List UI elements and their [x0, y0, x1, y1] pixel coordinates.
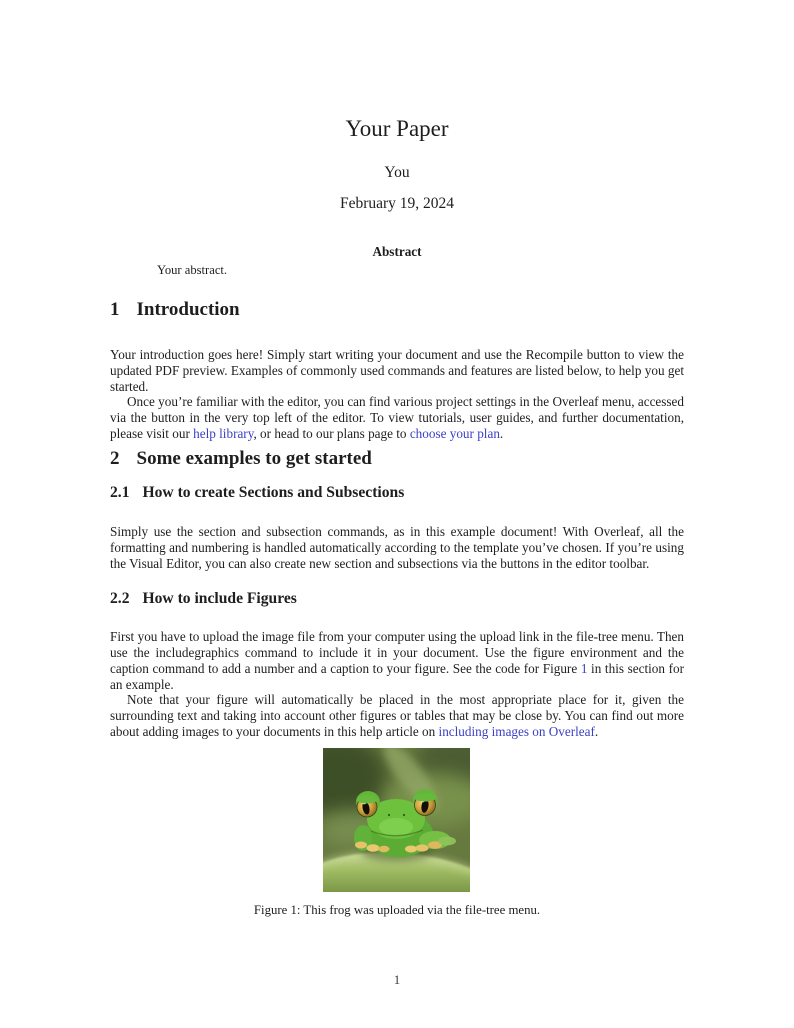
- subsection-2-1-title: How to create Sections and Subsections: [142, 484, 405, 501]
- section-1-title: Introduction: [136, 299, 240, 320]
- paper-title: Your Paper: [345, 116, 449, 141]
- subsection-2-2-number: 2.2: [110, 590, 130, 607]
- intro-p2-text-pre: Once you’re familiar with the editor, you can find various project settings in the Overleaf menu, accessed via the button in the very top left of the editor. To view tutorials, user guides, and further documentation, please visit our: [110, 394, 684, 441]
- sections-paragraph: Simply use the section and subsection commands, as in this example document! With Overleaf, all the formatting and numbering is handled automatically according to the template you’ve chosen. If you’re using the Visual Editor, you can also create new section and subsections via the buttons in the editor toolbar.: [110, 524, 684, 571]
- abstract-text: Your abstract.: [157, 263, 228, 277]
- subsection-2-1-heading: [110, 484, 684, 502]
- subsection-2-2-title: How to include Figures: [142, 590, 297, 607]
- intro-paragraph-2: [110, 394, 684, 441]
- section-2-heading: [110, 448, 684, 470]
- figure-1: [323, 748, 470, 892]
- figure-1-caption: Figure 1: This frog was uploaded via the file-tree menu.: [253, 903, 541, 917]
- frog-photo: [323, 748, 470, 892]
- subsection-2-2-heading: [110, 590, 684, 608]
- figures-p2-text-post: .: [594, 723, 599, 739]
- section-2-title: Some examples to get started: [136, 448, 372, 469]
- intro-paragraph-1: Your introduction goes here! Simply start writing your document and use the Recompile button to view the updated PDF preview. Examples of commonly used commands and features are listed below, to help you get started.: [110, 347, 684, 394]
- paper-author: You: [384, 164, 410, 181]
- choose-your-plan-link[interactable]: choose your plan: [409, 425, 500, 441]
- page-number: 1: [393, 972, 401, 987]
- section-2-number: 2: [110, 448, 120, 469]
- including-images-link[interactable]: including images on Overleaf: [438, 723, 595, 739]
- intro-p2-text-mid: , or head to our plans page to: [253, 425, 410, 441]
- figure-1-ref-link[interactable]: 1: [580, 660, 588, 676]
- help-library-link[interactable]: help library: [193, 425, 254, 441]
- intro-p2-text-post: .: [499, 425, 504, 441]
- paper-date: February 19, 2024: [339, 195, 455, 212]
- section-1-heading: [110, 299, 684, 321]
- figures-paragraph-2: [110, 692, 684, 739]
- figures-p2-text-pre: Note that your figure will automatically be placed in the most appropriate place for it, given the surrounding text and taking into account other figures or tables that may be close by. You can find out more about adding images to your documents in this help article on: [110, 692, 684, 739]
- section-1-number: 1: [110, 299, 120, 320]
- figures-p1-text-post: in this section for an example.: [110, 660, 684, 692]
- abstract-heading: Abstract: [372, 244, 422, 259]
- subsection-2-1-number: 2.1: [110, 484, 130, 501]
- figures-p1-text-pre: First you have to upload the image file from your computer using the upload link in the file-tree menu. Then use the includegraphics command to include it in your document. Use the figure environment and the caption command to add a number and a caption to your figure. See the code for Figure: [110, 629, 684, 676]
- figures-paragraph-1: [110, 629, 684, 692]
